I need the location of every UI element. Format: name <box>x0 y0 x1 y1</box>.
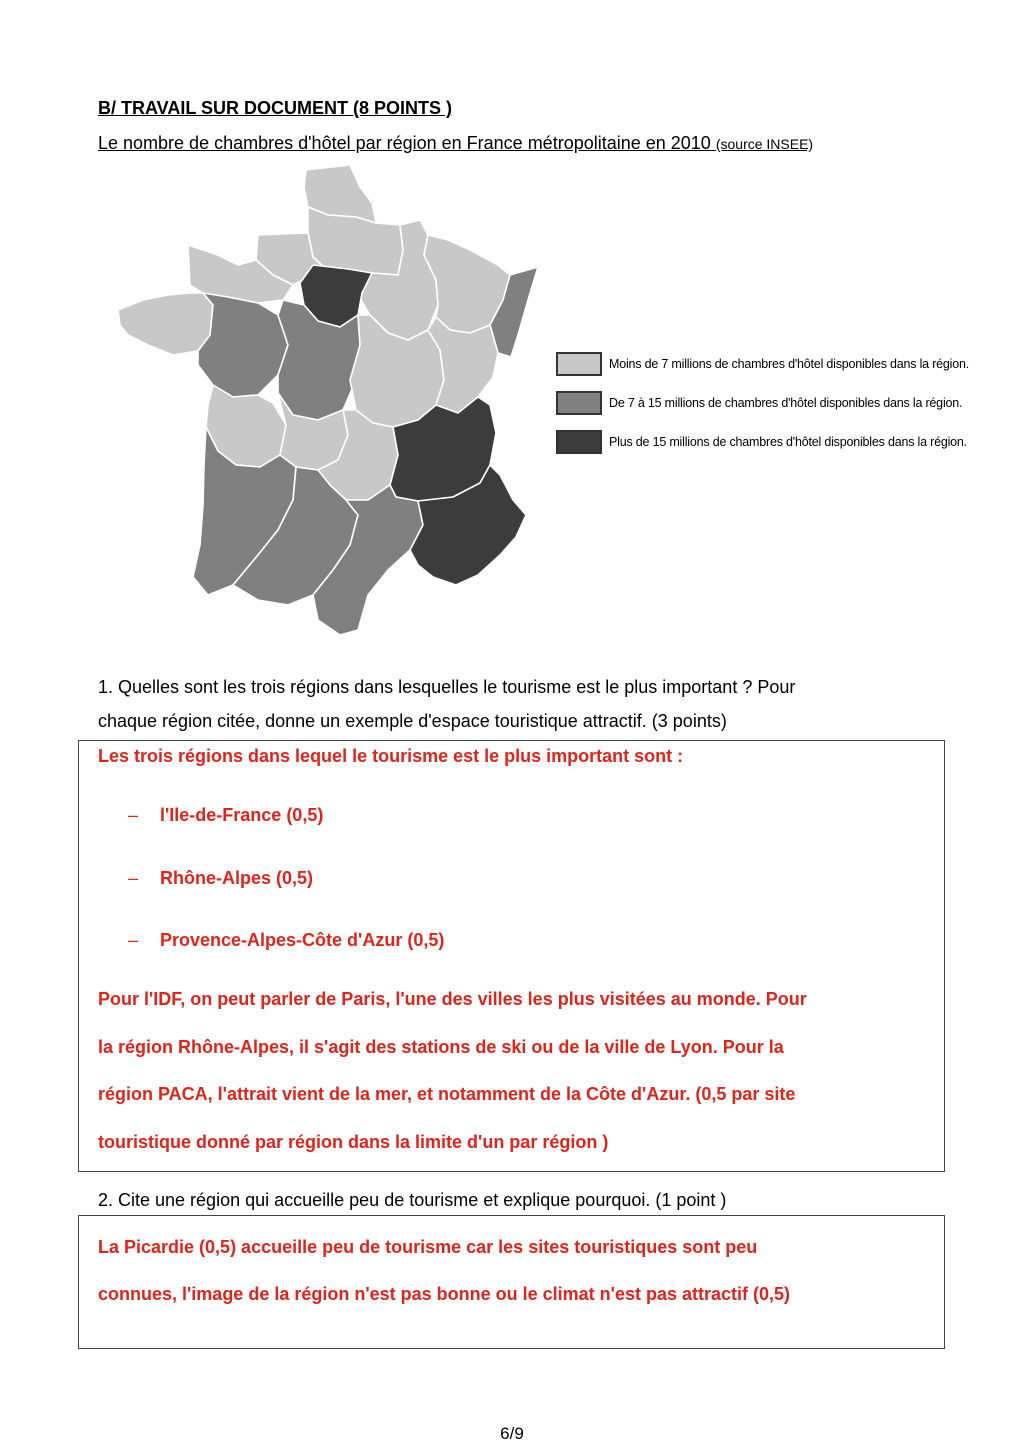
answer-1-line-2: la région Rhône-Alpes, il s'agit des stations de ski ou de la ville de Lyon. Pour la <box>98 1036 784 1057</box>
section-title: B/ TRAVAIL SUR DOCUMENT (8 POINTS ) <box>98 98 453 118</box>
document-title-text: Le nombre de chambres d'hôtel par région en France métropolitaine en 2010 <box>98 133 711 153</box>
answer-1-intro: Les trois régions dans lequel le tourisme est le plus important sont : <box>98 746 684 766</box>
page-number: 6/9 <box>500 1424 524 1443</box>
bullet-dash: – <box>128 805 139 825</box>
bullet-text: Rhône-Alpes (0,5) <box>160 868 314 888</box>
legend-item-medium <box>556 391 962 415</box>
answer-2-line-2: connues, l'image de la région n'est pas bonne ou le climat n'est pas attractif (0,5) <box>98 1284 791 1304</box>
document-source: (source INSEE) <box>715 136 814 152</box>
answer-2-paragraph <box>98 1224 928 1318</box>
answer-1-paragraph <box>98 976 928 1166</box>
answer-1-line-3: région PACA, l'attrait vient de la mer, et notamment de la Côte d'Azur. (0,5 par site <box>98 1084 796 1104</box>
bullet-text: l'Ile-de-France (0,5) <box>160 805 324 825</box>
legend-label-medium: De 7 à 15 millions de chambres d'hôtel disponibles dans la région. <box>609 396 963 410</box>
question-1-line-2: chaque région citée, donne un exemple d'espace touristique attractif. (3 points) <box>98 711 727 731</box>
bullet-text: Provence-Alpes-Côte d'Azur (0,5) <box>160 930 445 950</box>
answer-2-line-1: La Picardie (0,5) accueille peu de tourisme car les sites touristiques sont peu <box>98 1237 758 1257</box>
map-svg <box>118 165 558 677</box>
france-region-map <box>118 165 1018 677</box>
question-1-line-1: 1. Quelles sont les trois régions dans lesquelles le tourisme est le plus important ? Pour <box>98 677 796 697</box>
legend-item-low <box>556 352 969 376</box>
legend-label-high: Plus de 15 millions de chambres d'hôtel disponibles dans la région. <box>609 435 967 449</box>
answer-1-line-1: Pour l'IDF, on peut parler de Paris, l'une des villes les plus visitées au monde. Pour <box>98 989 807 1009</box>
question-2: 2. Cite une région qui accueille peu de tourisme et explique pourquoi. (1 point ) <box>98 1190 727 1210</box>
legend-swatch-high <box>556 430 602 454</box>
answer-1-line-4: touristique donné par région dans la limite d'un par région ) <box>98 1131 609 1152</box>
legend-swatch-low <box>556 352 602 376</box>
legend-item-high <box>556 430 967 454</box>
bullet-dash: – <box>128 930 139 950</box>
bullet-dash: – <box>128 868 139 888</box>
question-1 <box>98 670 795 738</box>
legend-swatch-medium <box>556 391 602 415</box>
region-bretagne <box>118 293 213 355</box>
document-title <box>98 133 813 154</box>
legend-label-low: Moins de 7 millions de chambres d'hôtel disponibles dans la région. <box>609 357 970 371</box>
